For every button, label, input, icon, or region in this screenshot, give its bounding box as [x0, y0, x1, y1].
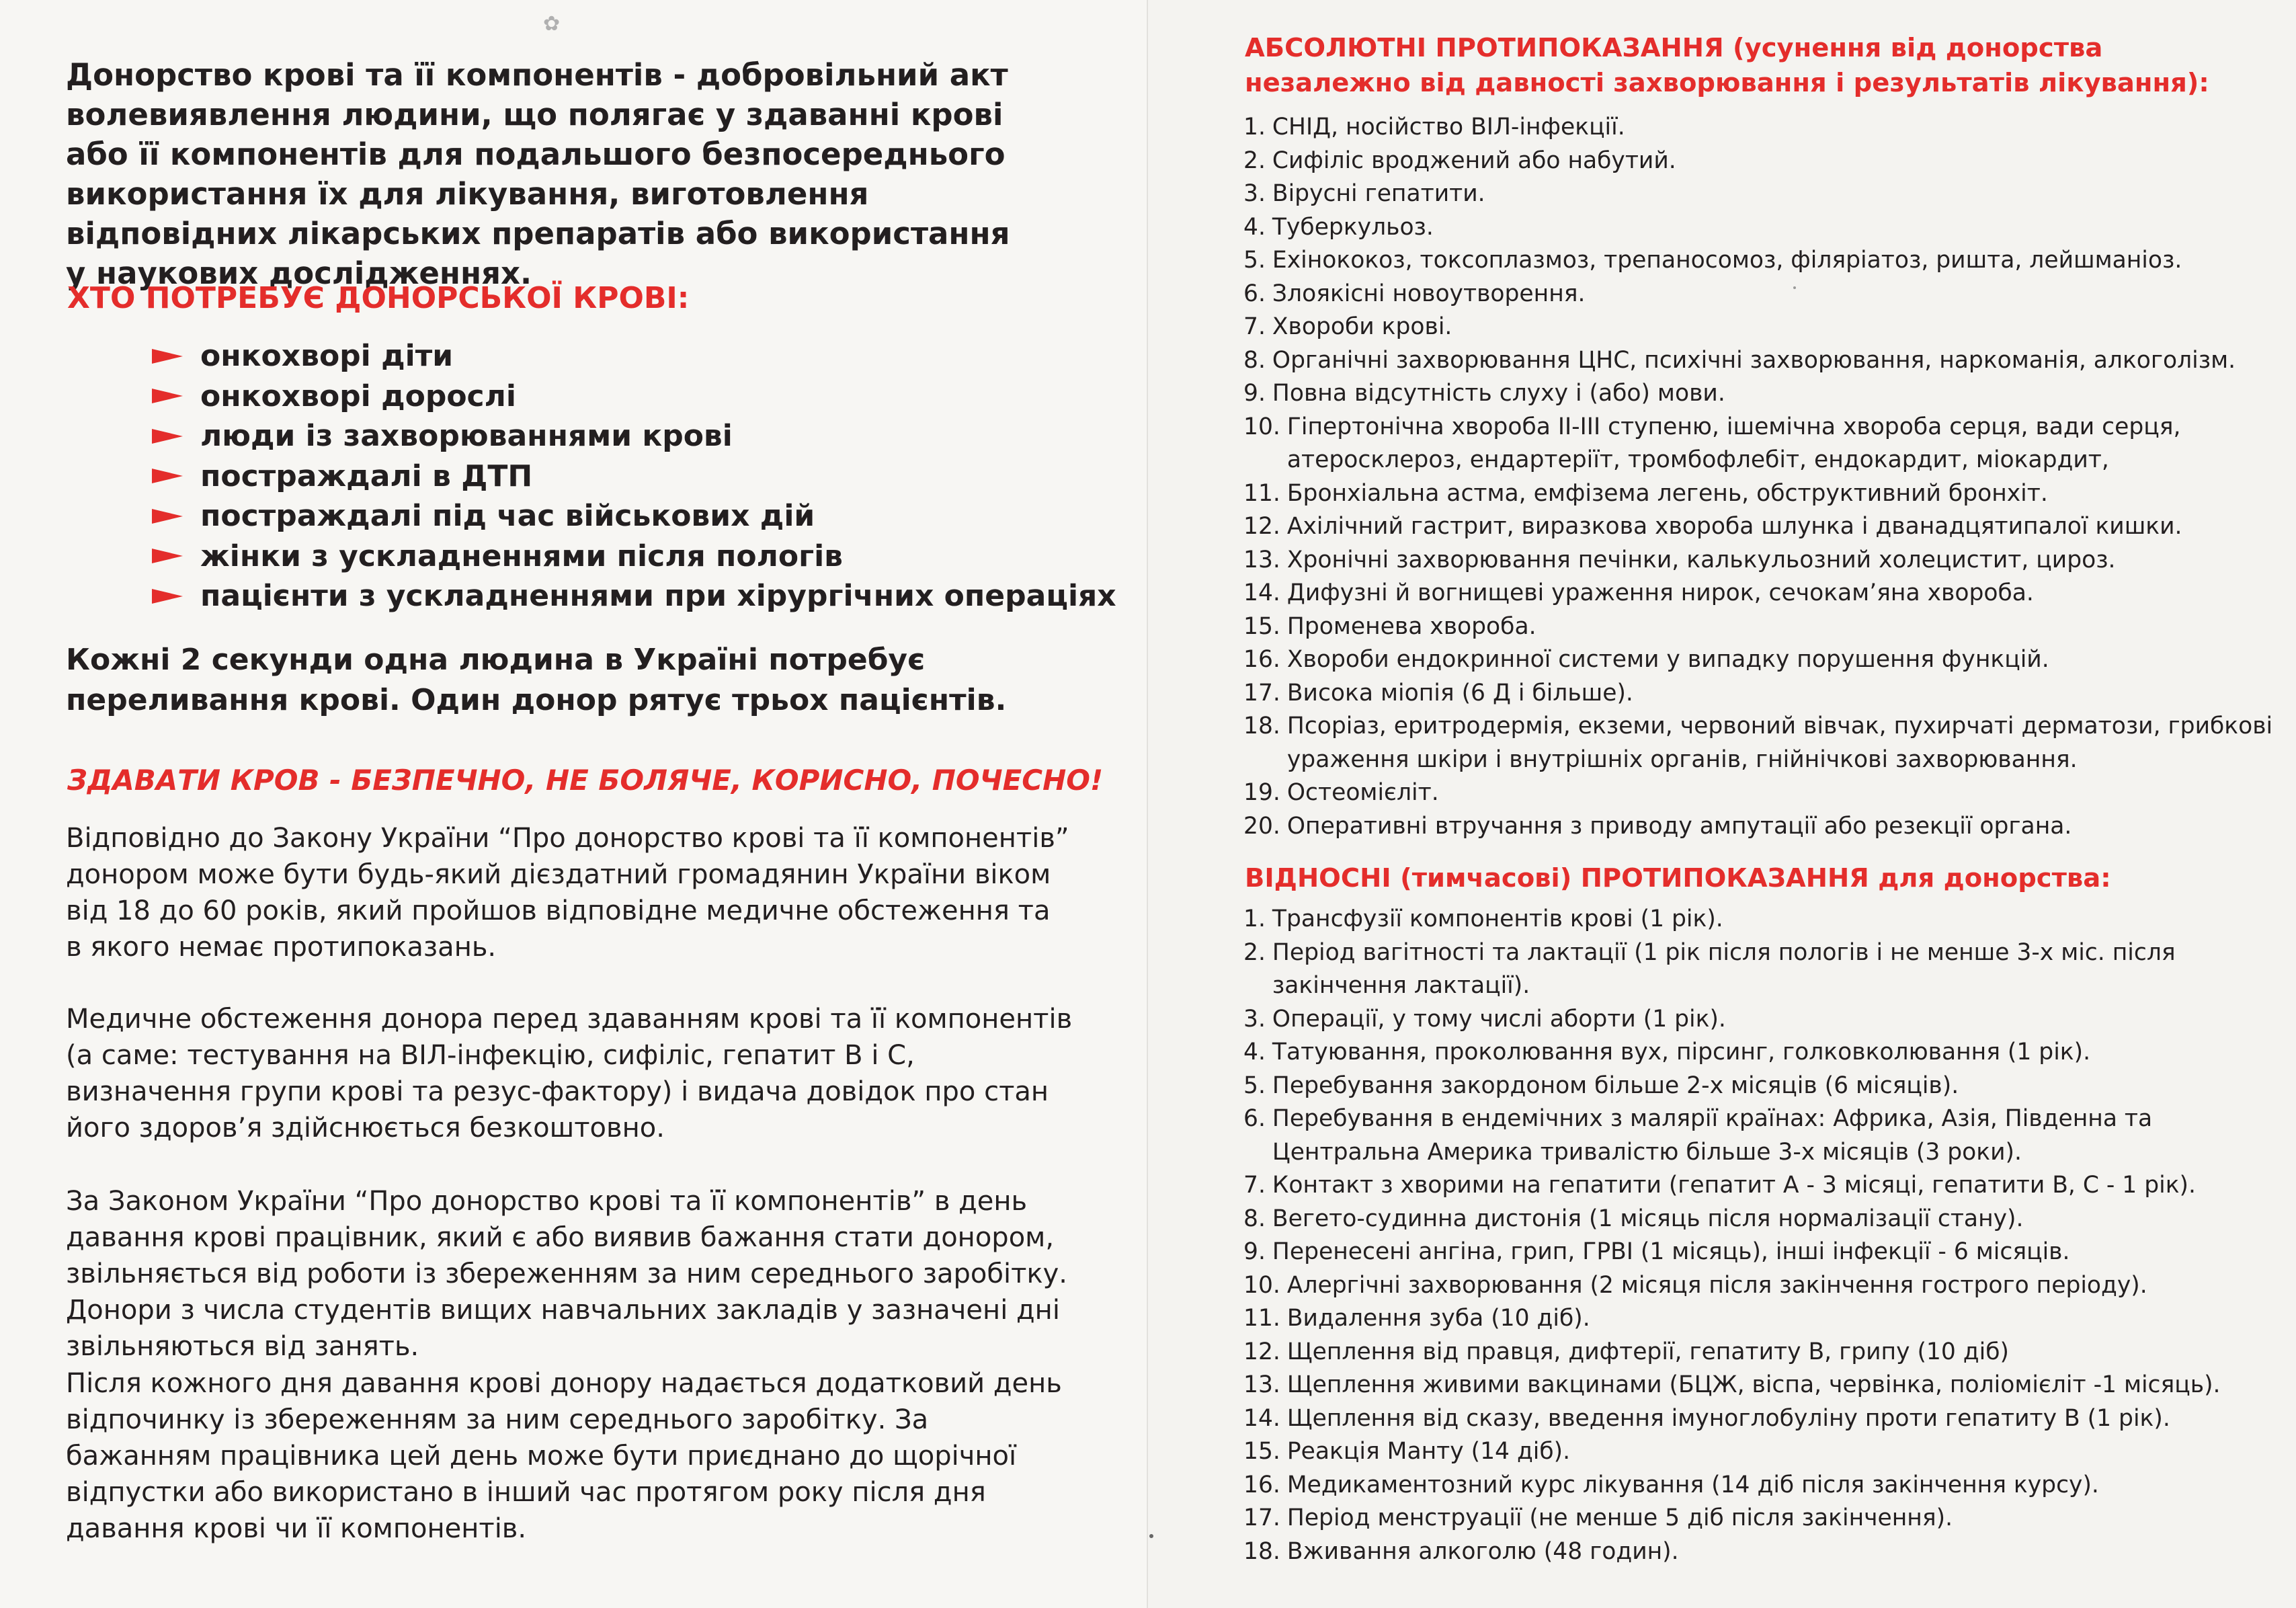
absolute-contraindication-item-text: Бронхіальна астма, емфізема легень, обструктивний бронхіт. — [1286, 479, 2048, 507]
relative-contraindication-item — [1243, 1402, 2279, 1436]
absolute-contraindication-item-text: Остеомієліт. — [1286, 779, 1439, 806]
absolute-contraindication-item — [1243, 544, 2279, 577]
relative-contraindication-item — [1243, 1036, 2279, 1070]
absolute-contraindication-item — [1243, 377, 2279, 411]
relative-contraindication-item-number: 5. — [1243, 1072, 1266, 1099]
relative-contraindication-item — [1243, 1369, 2279, 1402]
who-needs-item — [152, 376, 1116, 417]
relative-contraindications-heading: ВІДНОСНІ (тимчасові) ПРОТИПОКАЗАННЯ для донорства: — [1245, 863, 2111, 893]
absolute-contraindication-item — [1243, 111, 2279, 145]
relative-contraindication-item-number: 15. — [1243, 1438, 1280, 1465]
relative-contraindication-item-number: 16. — [1243, 1471, 1280, 1498]
absolute-contraindication-item-number: 9. — [1243, 380, 1266, 407]
absolute-contraindication-item-number: 1. — [1243, 114, 1266, 140]
relative-contraindication-item-number: 3. — [1243, 1005, 1266, 1033]
absolute-contraindication-item-text: Злоякісні новоутворення. — [1272, 280, 1586, 307]
relative-contraindication-item-text: Контакт з хворими на гепатити (гепатит А - 3 місяці, гепатити В, С - 1 рік). — [1272, 1172, 2196, 1199]
absolute-contraindication-item-text: Оперативні втручання з приводу ампутації або резекції органа. — [1286, 812, 2072, 840]
absolute-contraindications-list — [1243, 111, 2279, 843]
relative-contraindications-list — [1243, 903, 2279, 1568]
absolute-contraindication-item-number: 4. — [1243, 213, 1266, 241]
absolute-contraindication-item-number: 19. — [1243, 779, 1280, 806]
relative-contraindication-item — [1243, 1336, 2279, 1369]
relative-contraindication-item-number: 7. — [1243, 1172, 1266, 1199]
relative-contraindication-item-text: Операції, у тому числі аборти (1 рік). — [1272, 1005, 1726, 1033]
who-needs-item-label: жінки з ускладненнями після пологів — [200, 538, 844, 573]
absolute-contraindication-item-number: 12. — [1243, 513, 1280, 540]
relative-contraindication-item-number: 18. — [1243, 1537, 1280, 1565]
absolute-contraindication-item — [1243, 677, 2279, 711]
relative-contraindication-item — [1243, 936, 2279, 1003]
relative-contraindication-item-text: Перенесені ангіна, грип, ГРВІ (1 місяць), інші інфекції - 6 місяців. — [1272, 1238, 2070, 1265]
relative-contraindication-item — [1243, 1102, 2279, 1169]
relative-contraindication-item-text: Перебування закордоном більше 2-х місяців (6 місяців). — [1272, 1072, 1959, 1099]
relative-contraindication-item-number: 14. — [1243, 1404, 1280, 1432]
relative-contraindication-item-text: Алергічні захворювання (2 місяця після закінчення гострого періоду). — [1286, 1271, 2147, 1299]
scan-speck — [1793, 286, 1796, 289]
absolute-contraindication-item-text: Повна відсутність слуху і (або) мови. — [1272, 380, 1725, 407]
intro-paragraph: Донорство крові та її компонентів - добровільний акт волевиявлення людини, що полягає у здаванні крові або її компонентів для подальшого безпосереднього використання їх для лікування, виготовлення відповідних лікарських препаратів або використання у наукових дослідженнях. — [66, 57, 1010, 291]
relative-contraindication-item-text: Період вагітності та лактації (1 рік після пологів і не менше 3-х міс. після закінчення лактації). — [1272, 938, 2176, 999]
absolute-contraindication-item-number: 14. — [1243, 579, 1280, 606]
absolute-contraindication-item-number: 11. — [1243, 479, 1280, 507]
absolute-contraindication-item-text: Хронічні захворювання печінки, калькульозний холецистит, цироз. — [1286, 546, 2116, 573]
relative-contraindication-item — [1243, 903, 2279, 936]
relative-contraindication-item — [1243, 1236, 2279, 1269]
who-needs-item — [152, 456, 1116, 497]
absolute-contraindication-item — [1243, 411, 2279, 477]
relative-contraindication-item — [1243, 1169, 2279, 1203]
absolute-contraindication-item-text: Променева хвороба. — [1286, 612, 1536, 640]
absolute-contraindication-item — [1243, 177, 2279, 211]
absolute-contraindication-item — [1243, 344, 2279, 378]
relative-contraindication-item-number: 1. — [1243, 906, 1266, 932]
relative-contraindication-item — [1243, 1003, 2279, 1037]
relative-contraindication-item-text: Трансфузії компонентів крові (1 рік). — [1272, 906, 1723, 932]
red-arrow-bullet-icon — [152, 389, 183, 403]
absolute-contraindication-item-text: СНІД, носійство ВІЛ-інфекції. — [1272, 114, 1625, 140]
absolute-contraindications-heading: АБСОЛЮТНІ ПРОТИПОКАЗАННЯ (усунення від донорства незалежно від давності захворювання і результатів лікування): — [1245, 33, 2209, 98]
who-needs-list — [152, 336, 1116, 616]
absolute-contraindication-item-number: 8. — [1243, 346, 1266, 374]
red-arrow-bullet-icon — [152, 589, 183, 604]
relative-contraindication-item-text: Татуювання, проколювання вух, пірсинг, голковколювання (1 рік). — [1272, 1039, 2091, 1066]
absolute-contraindication-item — [1243, 211, 2279, 245]
absolute-contraindication-item-text: Хвороби ендокринної системи у випадку порушення функцій. — [1286, 646, 2049, 673]
red-arrow-bullet-icon — [152, 429, 183, 444]
who-needs-item — [152, 416, 1116, 456]
relative-contraindication-item — [1243, 1535, 2279, 1569]
relative-contraindication-item-number: 8. — [1243, 1205, 1266, 1232]
relative-contraindication-item-number: 9. — [1243, 1238, 1266, 1265]
relative-contraindication-item-text: Щеплення від сказу, введення імуноглобуліну проти гепатиту В (1 рік). — [1286, 1404, 2170, 1432]
absolute-contraindication-item-text: Туберкульоз. — [1272, 213, 1434, 241]
relative-contraindication-item-text: Вживання алкоголю (48 годин). — [1286, 1537, 1679, 1565]
who-needs-item-label: люди із захворюваннями крові — [200, 419, 733, 454]
extra-day-paragraph: Після кожного дня давання крові донору надається додатковий день відпочинку із збереженням за ним середнього заробітку. За бажанням працівника цей день може бути приєднано до щорічної відпустки або використано в інший час протягом року після дня давання крові чи її компонентів. — [66, 1368, 1062, 1544]
absolute-contraindication-item — [1243, 311, 2279, 344]
absolute-contraindication-item-number: 17. — [1243, 679, 1280, 707]
relative-contraindication-item-number: 6. — [1243, 1105, 1266, 1132]
absolute-contraindication-item-text: Хвороби крові. — [1272, 313, 1452, 340]
relative-contraindication-item-text: Перебування в ендемічних з малярії країнах: Африка, Азія, Південна та Центральна Америка тривалістю більше 3-х місяців (3 роки). — [1272, 1105, 2153, 1166]
red-arrow-bullet-icon — [152, 509, 183, 524]
absolute-contraindication-item-number: 3. — [1243, 180, 1266, 207]
relative-contraindication-item-text: Період менструації (не менше 5 діб після закінчення). — [1286, 1504, 1953, 1531]
flower-mark-icon: ✿ — [543, 12, 561, 36]
absolute-contraindication-item-number: 5. — [1243, 247, 1266, 274]
relative-contraindication-item-number: 2. — [1243, 938, 1266, 966]
relative-contraindication-item-text: Медикаментозний курс лікування (14 діб після закінчення курсу). — [1286, 1471, 2099, 1498]
relative-contraindication-item — [1243, 1435, 2279, 1469]
absolute-contraindication-item-number: 7. — [1243, 313, 1266, 340]
absolute-contraindication-item-text: Органічні захворювання ЦНС, психічні захворювання, наркоманія, алкоголізм. — [1272, 346, 2236, 374]
absolute-contraindication-item — [1243, 776, 2279, 810]
relative-contraindication-item — [1243, 1269, 2279, 1303]
who-needs-item-label: постраждалі під час військових дій — [200, 499, 815, 534]
who-needs-item — [152, 496, 1116, 536]
absolute-contraindication-item — [1243, 510, 2279, 544]
law-paragraph: Відповідно до Закону України “Про донорство крові та її компонентів” донором може бути будь-який дієздатний громадянин України віком від 18 до 60 років, який пройшов відповідне медичне обстеження та в якого немає протипоказань. — [66, 823, 1069, 963]
absolute-contraindication-item — [1243, 643, 2279, 677]
absolute-contraindication-item-number: 2. — [1243, 147, 1266, 174]
absolute-contraindication-item-number: 16. — [1243, 646, 1280, 673]
absolute-contraindication-item — [1243, 244, 2279, 278]
absolute-contraindication-item-text: Ехінококоз, токсоплазмоз, трепаносомоз, філяріатоз, ришта, лейшманіоз. — [1272, 247, 2182, 274]
absolute-contraindication-item-text: Гіпертонічна хвороба II-III ступеню, ішемічна хвороба серця, вади серця, атеросклероз, ендартеріїт, тромбофлебіт, ендокардит, міокардит, — [1286, 413, 2181, 473]
who-needs-item — [152, 336, 1116, 376]
absolute-contraindication-item-number: 15. — [1243, 612, 1280, 640]
statistic-paragraph: Кожні 2 секунди одна людина в Україні потребує переливання крові. Один донор рятує трьох пацієнтів. — [66, 643, 1007, 717]
absolute-contraindication-item — [1243, 278, 2279, 311]
absolute-contraindication-item-number: 10. — [1243, 413, 1280, 440]
absolute-contraindication-item-text: Сифіліс вроджений або набутий. — [1272, 147, 1676, 174]
relative-contraindication-item-text: Вегето-судинна дистонія (1 місяць після нормалізації стану). — [1272, 1205, 2024, 1232]
relative-contraindication-item-number: 12. — [1243, 1338, 1280, 1365]
who-needs-item-label: онкохворі діти — [200, 339, 454, 374]
relative-contraindication-item-number: 4. — [1243, 1039, 1266, 1066]
relative-contraindication-item-text: Щеплення від правця, дифтерії, гепатиту В, грипу (10 діб) — [1286, 1338, 2009, 1365]
absolute-contraindication-item-text: Дифузні й вогнищеві ураження нирок, сечокам’яна хвороба. — [1286, 579, 2034, 606]
absolute-contraindication-item — [1243, 810, 2279, 844]
absolute-contraindication-item — [1243, 710, 2279, 776]
absolute-contraindication-item-text: Вірусні гепатити. — [1272, 180, 1485, 207]
who-needs-item-label: пацієнти з ускладненнями при хірургічних операціях — [200, 579, 1116, 614]
relative-contraindication-item-text: Щеплення живими вакцинами (БЦЖ, віспа, червінка, поліомієліт -1 місяць). — [1286, 1371, 2221, 1398]
relative-contraindication-item — [1243, 1203, 2279, 1236]
absolute-contraindication-item-text: Псоріаз, еритродермія, екземи, червоний вівчак, пухирчаті дерматози, грибкові ураження шкіри і внутрішніх органів, гнійнічкові захворювання. — [1286, 713, 2273, 773]
relative-contraindication-item-number: 13. — [1243, 1371, 1280, 1398]
relative-contraindication-item — [1243, 1070, 2279, 1103]
absolute-contraindication-item — [1243, 477, 2279, 511]
relative-contraindication-item-text: Реакція Манту (14 діб). — [1286, 1438, 1571, 1465]
relative-contraindication-item-number: 17. — [1243, 1504, 1280, 1531]
red-arrow-bullet-icon — [152, 469, 183, 483]
absolute-contraindication-item — [1243, 577, 2279, 610]
absolute-contraindication-item — [1243, 610, 2279, 644]
absolute-contraindication-item — [1243, 145, 2279, 178]
who-needs-item-label: онкохворі дорослі — [200, 378, 516, 413]
relative-contraindication-item — [1243, 1302, 2279, 1336]
who-needs-item — [152, 576, 1116, 616]
absolute-contraindication-item-text: Висока міопія (6 Д і більше). — [1286, 679, 1633, 707]
relative-contraindication-item-number: 10. — [1243, 1271, 1280, 1299]
medical-exam-paragraph: Медичне обстеження донора перед здаванням крові та її компонентів (а саме: тестування на ВІЛ-інфекцію, сифіліс, гепатит В і С, визначення групи крові та резус-фактору) і видача довідок про стан його здоров’я здійснюється безкоштовно. — [66, 1004, 1073, 1143]
absolute-contraindication-item-number: 6. — [1243, 280, 1266, 307]
relative-contraindication-item-number: 11. — [1243, 1305, 1280, 1332]
relative-contraindication-item — [1243, 1469, 2279, 1502]
red-arrow-bullet-icon — [152, 349, 183, 364]
who-needs-item-label: постраждалі в ДТП — [200, 458, 533, 493]
work-release-paragraph: За Законом України “Про донорство крові та її компонентів” в день давання крові працівник, який є або виявив бажання стати донором, звільняється від роботи із збереженням за ним середнього заробітку. Донори з числа студентів вищих навчальних закладів у зазначені дні звільняються від занять. — [66, 1186, 1067, 1362]
absolute-contraindication-item-number: 13. — [1243, 546, 1280, 573]
who-needs-item — [152, 536, 1116, 577]
red-arrow-bullet-icon — [152, 549, 183, 563]
scan-speck — [1149, 1534, 1153, 1538]
relative-contraindication-item — [1243, 1502, 2279, 1535]
relative-contraindication-item-text: Видалення зуба (10 діб). — [1286, 1305, 1590, 1332]
absolute-contraindication-item-number: 18. — [1243, 713, 1280, 739]
safe-heading: ЗДАВАТИ КРОВ - БЕЗПЕЧНО, НЕ БОЛЯЧЕ, КОРИСНО, ПОЧЕСНО! — [67, 764, 1104, 797]
right-page — [1148, 0, 2296, 1608]
absolute-contraindication-item-number: 20. — [1243, 812, 1280, 840]
who-needs-heading: ХТО ПОТРЕБУЄ ДОНОРСЬКОЇ КРОВІ: — [67, 281, 690, 315]
absolute-contraindication-item-text: Ахілічний гастрит, виразкова хвороба шлунка і дванадцятипалої кишки. — [1286, 513, 2182, 540]
